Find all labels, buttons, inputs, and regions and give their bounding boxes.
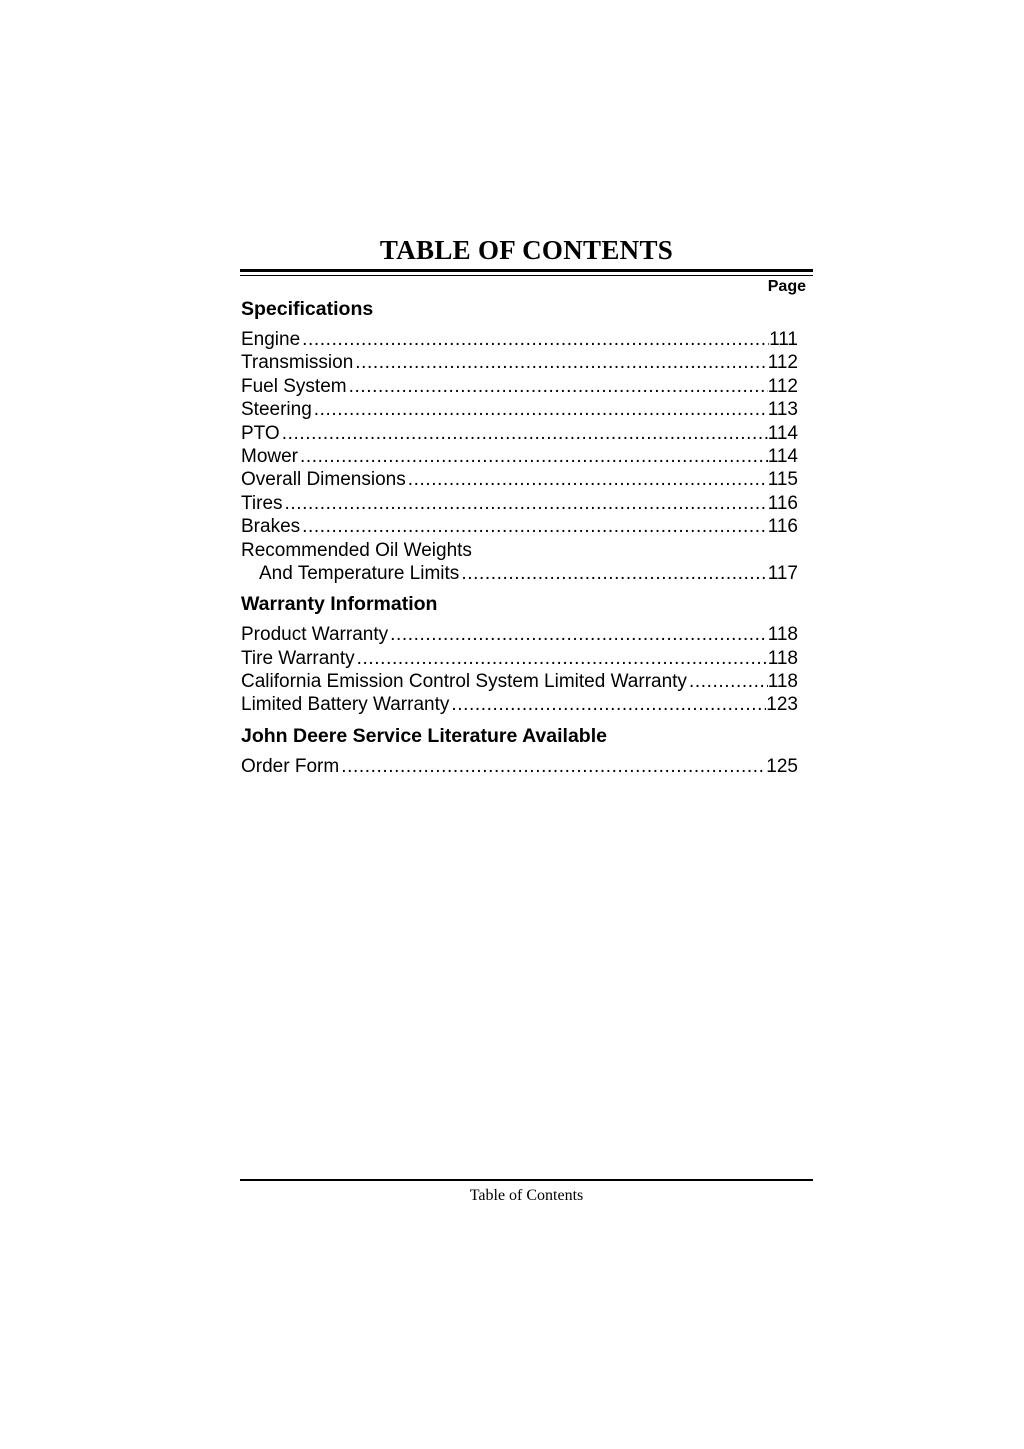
entry-page-number: 123 — [766, 694, 798, 716]
toc-entry-product-warranty[interactable] — [241, 623, 798, 646]
title-rule-thin — [240, 275, 813, 276]
entry-page-number: 115 — [767, 469, 798, 491]
dot-leader — [353, 351, 767, 374]
dot-leader — [300, 515, 768, 538]
entry-label: PTO — [241, 422, 280, 444]
entry-label: Fuel System — [241, 375, 347, 397]
entry-label: Steering — [241, 399, 312, 421]
dot-leader — [687, 670, 768, 693]
entry-page-number: 116 — [767, 492, 798, 514]
entry-label: Mower — [241, 445, 299, 467]
section-heading: John Deere Service Literature Available — [241, 724, 607, 747]
toc-entry-steering[interactable] — [241, 398, 798, 421]
dot-leader — [339, 755, 766, 778]
entry-label: Limited Battery Warranty — [241, 694, 450, 716]
entry-label: Tires — [241, 492, 283, 514]
entry-label: Product Warranty — [241, 624, 389, 646]
toc-entry-order-form[interactable] — [241, 755, 798, 778]
toc-entry-pto[interactable] — [241, 422, 798, 445]
section-heading: Warranty Information — [241, 593, 438, 616]
entry-label: California Emission Control System Limited Warranty — [241, 671, 687, 693]
entry-page-number: 114 — [767, 422, 798, 444]
entry-label-line1: Recommended Oil Weights — [241, 539, 472, 561]
entry-page-number: 113 — [767, 399, 798, 421]
dot-leader — [449, 693, 766, 716]
page-title: TABLE OF CONTENTS — [379, 235, 674, 265]
toc-entry-california-emission-warranty[interactable] — [241, 670, 798, 693]
dot-leader — [280, 422, 768, 445]
entry-page-number: 116 — [767, 516, 798, 538]
entry-continuation — [241, 562, 798, 585]
toc-entry-fuel-system[interactable] — [241, 375, 798, 398]
entry-page-number: 118 — [767, 671, 798, 693]
entry-page-number: 118 — [767, 624, 798, 646]
entry-page-number: 118 — [767, 647, 798, 669]
dot-leader — [355, 647, 768, 670]
toc-entry-mower[interactable] — [241, 445, 798, 468]
dot-leader — [300, 328, 769, 351]
toc-entry-engine[interactable] — [241, 328, 798, 351]
dot-leader — [459, 562, 767, 585]
entry-label: Transmission — [241, 352, 354, 374]
toc-entry-tire-warranty[interactable] — [241, 647, 798, 670]
toc-section-warranty-information — [241, 591, 798, 717]
page-footer: Table of Contents — [469, 1187, 584, 1204]
entry-label: Overall Dimensions — [241, 469, 406, 491]
dot-leader — [298, 445, 768, 468]
entry-label-line2: And Temperature Limits — [259, 562, 460, 584]
toc-entry-limited-battery-warranty[interactable] — [241, 693, 798, 716]
entry-label: Engine — [241, 329, 301, 350]
dot-leader — [283, 492, 768, 515]
dot-leader — [388, 623, 768, 646]
entry-label: Order Form — [241, 755, 340, 777]
entry-label: Tire Warranty — [241, 647, 355, 669]
dot-leader — [312, 398, 768, 421]
toc-section-service-literature — [241, 723, 798, 778]
toc-entry-recommended-oil-weights[interactable] — [241, 539, 798, 586]
dot-leader — [347, 375, 768, 398]
section-heading: Specifications — [241, 298, 374, 320]
entry-label: Brakes — [241, 516, 301, 538]
toc-entry-brakes[interactable] — [241, 515, 798, 538]
entry-page-number: 114 — [767, 445, 798, 467]
toc-entry-transmission[interactable] — [241, 351, 798, 374]
entry-page-number: 111 — [769, 329, 798, 350]
entry-page-number: 117 — [767, 562, 798, 584]
footer-rule — [240, 1179, 813, 1181]
toc-entry-overall-dimensions[interactable] — [241, 468, 798, 491]
toc-section-specifications — [241, 296, 798, 585]
entry-page-number: 112 — [767, 375, 798, 397]
dot-leader — [406, 468, 768, 491]
entry-page-number: 125 — [766, 755, 798, 777]
toc-entry-tires[interactable] — [241, 492, 798, 515]
page-column-header: Page — [767, 278, 806, 295]
entry-page-number: 112 — [767, 352, 798, 374]
title-rule-thick — [240, 269, 813, 272]
toc-list — [241, 296, 798, 778]
